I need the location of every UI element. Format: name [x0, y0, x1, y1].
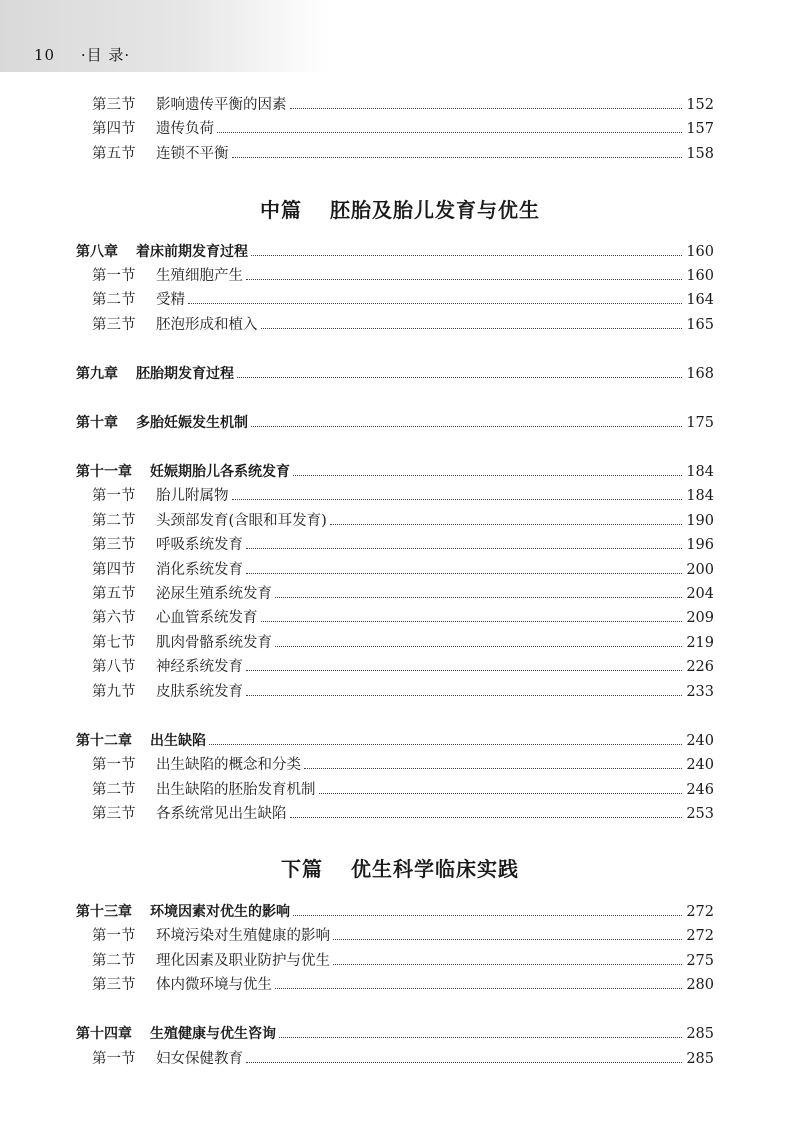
dot-leader	[290, 816, 683, 818]
dot-leader	[232, 156, 683, 158]
part-heading-lower	[0, 853, 800, 882]
toc-section-row[interactable]	[0, 630, 800, 652]
dot-leader	[333, 963, 682, 965]
dot-leader	[246, 1061, 682, 1063]
running-header	[34, 44, 130, 65]
chapter-number: 第十一章	[76, 464, 132, 480]
dot-leader	[275, 987, 682, 989]
dot-leader	[304, 767, 682, 769]
section-title: 影响遗传平衡的因素	[156, 97, 287, 113]
dot-leader	[261, 327, 683, 329]
section-title: 各系统常见出生缺陷	[156, 806, 287, 822]
section-title: 呼吸系统发育	[156, 537, 243, 553]
chapter-title: 多胎妊娠发生机制	[136, 415, 248, 431]
toc-section-row[interactable]	[0, 948, 800, 970]
page-ref: 196	[686, 537, 714, 553]
toc-section-row[interactable]	[0, 92, 800, 114]
part-title: 优生科学临床实践	[350, 857, 519, 881]
page-ref: 184	[686, 464, 714, 480]
chapter-number: 第十章	[76, 415, 118, 431]
chapter-title: 胚胎期发育过程	[136, 366, 234, 382]
chapter-title: 着床前期发育过程	[136, 244, 248, 260]
section-number: 第三节	[92, 317, 136, 333]
toc-section-row[interactable]	[0, 801, 800, 823]
chapter-number: 第十三章	[76, 904, 132, 920]
chapter-title: 环境因素对优生的影响	[150, 904, 290, 920]
page-ref: 158	[686, 146, 714, 162]
page-ref: 272	[686, 928, 714, 944]
section-title: 妇女保健教育	[156, 1051, 243, 1067]
section-title: 生殖细胞产生	[156, 268, 243, 284]
dot-leader	[279, 1036, 682, 1038]
page-ref: 219	[686, 635, 714, 651]
toc-section-row[interactable]	[0, 1046, 800, 1068]
toc-section-row[interactable]	[0, 972, 800, 994]
dot-leader	[237, 376, 682, 378]
page-ref: 275	[686, 953, 714, 969]
page-ref: 285	[686, 1026, 714, 1042]
page-number: 10	[34, 46, 56, 64]
page-ref: 240	[686, 733, 714, 749]
page-ref: 190	[686, 513, 714, 529]
section-number: 第三节	[92, 977, 136, 993]
section-title: 胚泡形成和植入	[156, 317, 258, 333]
toc-chapter-row[interactable]	[0, 728, 800, 750]
page-ref: 157	[686, 121, 714, 137]
section-number: 第六节	[92, 610, 136, 626]
toc-section-row[interactable]	[0, 557, 800, 579]
dot-leader	[333, 938, 682, 940]
toc-section-row[interactable]	[0, 141, 800, 163]
section-title: 体内微环境与优生	[156, 977, 272, 993]
page-ref: 233	[686, 684, 714, 700]
part-heading-middle	[0, 194, 800, 223]
section-title: 受精	[156, 292, 185, 308]
dot-leader	[251, 425, 682, 427]
section-number: 第五节	[92, 146, 136, 162]
dot-leader	[275, 596, 682, 598]
toc-chapter-row[interactable]	[0, 459, 800, 481]
chapter-number: 第十二章	[76, 733, 132, 749]
toc-chapter-row[interactable]	[0, 361, 800, 383]
page-ref: 160	[686, 244, 714, 260]
page-ref: 164	[686, 292, 714, 308]
section-title: 出生缺陷的胚胎发育机制	[156, 782, 316, 798]
dot-leader	[261, 620, 683, 622]
section-title: 头颈部发育(含眼和耳发育)	[156, 513, 327, 529]
section-number: 第二节	[92, 953, 136, 969]
page-ref: 152	[686, 97, 714, 113]
dot-leader	[293, 474, 682, 476]
toc-section-row[interactable]	[0, 483, 800, 505]
dot-leader	[232, 498, 683, 500]
section-title: 连锁不平衡	[156, 146, 229, 162]
toc-section-row[interactable]	[0, 508, 800, 530]
toc-section-row[interactable]	[0, 777, 800, 799]
page-ref: 184	[686, 488, 714, 504]
toc-section-row[interactable]	[0, 752, 800, 774]
section-number: 第八节	[92, 659, 136, 675]
section-title: 皮肤系统发育	[156, 684, 243, 700]
page-ref: 168	[686, 366, 714, 382]
section-title: 心血管系统发育	[156, 610, 258, 626]
section-number: 第一节	[92, 1051, 136, 1067]
page-ref: 246	[686, 782, 714, 798]
section-number: 第二节	[92, 292, 136, 308]
page-ref: 160	[686, 268, 714, 284]
section-title: 理化因素及职业防护与优生	[156, 953, 330, 969]
section-number: 第一节	[92, 488, 136, 504]
section-title: 胎儿附属物	[156, 488, 229, 504]
page-ref: 200	[686, 562, 714, 578]
dot-leader	[251, 254, 682, 256]
dot-leader	[290, 107, 683, 109]
dot-leader	[330, 523, 682, 525]
toc-section-row[interactable]	[0, 679, 800, 701]
chapter-number: 第八章	[76, 244, 118, 260]
toc-section-row[interactable]	[0, 923, 800, 945]
section-number: 第九节	[92, 684, 136, 700]
section-number: 第四节	[92, 562, 136, 578]
toc-section-row[interactable]	[0, 263, 800, 285]
toc-section-row[interactable]	[0, 287, 800, 309]
section-title: 环境污染对生殖健康的影响	[156, 928, 330, 944]
part-label: 下篇	[281, 857, 324, 881]
toc-section-row[interactable]	[0, 654, 800, 676]
chapter-title: 出生缺陷	[150, 733, 206, 749]
section-number: 第三节	[92, 97, 136, 113]
section-number: 第一节	[92, 928, 136, 944]
page-ref: 272	[686, 904, 714, 920]
chapter-number: 第九章	[76, 366, 118, 382]
part-label: 中篇	[260, 198, 303, 222]
page-ref: 253	[686, 806, 714, 822]
page-ref: 165	[686, 317, 714, 333]
dot-leader	[275, 645, 682, 647]
dot-leader	[246, 669, 682, 671]
toc-section-row[interactable]	[0, 312, 800, 334]
toc-section-row[interactable]	[0, 581, 800, 603]
page-ref: 226	[686, 659, 714, 675]
toc-section-row[interactable]	[0, 532, 800, 554]
chapter-title: 妊娠期胎儿各系统发育	[150, 464, 290, 480]
section-number: 第七节	[92, 635, 136, 651]
dot-leader	[319, 792, 683, 794]
page-ref: 240	[686, 757, 714, 773]
dot-leader	[293, 914, 682, 916]
part-title: 胚胎及胎儿发育与优生	[329, 198, 540, 222]
page-ref: 280	[686, 977, 714, 993]
section-number: 第二节	[92, 513, 136, 529]
dot-leader	[246, 547, 682, 549]
toc-chapter-row[interactable]	[0, 410, 800, 432]
section-number: 第二节	[92, 782, 136, 798]
dot-leader	[246, 694, 682, 696]
toc-section-row[interactable]	[0, 116, 800, 138]
toc-chapter-row[interactable]	[0, 899, 800, 921]
dot-leader	[217, 131, 682, 133]
dot-leader	[246, 572, 682, 574]
dot-leader	[209, 743, 682, 745]
section-number: 第五节	[92, 586, 136, 602]
header-section-title: ·目 录·	[80, 46, 131, 64]
section-title: 神经系统发育	[156, 659, 243, 675]
section-number: 第三节	[92, 806, 136, 822]
chapter-title: 生殖健康与优生咨询	[150, 1026, 276, 1042]
page-ref: 285	[686, 1051, 714, 1067]
section-title: 泌尿生殖系统发育	[156, 586, 272, 602]
dot-leader	[188, 302, 682, 304]
toc-section-row[interactable]	[0, 605, 800, 627]
section-title: 遗传负荷	[156, 121, 214, 137]
page-ref: 175	[686, 415, 714, 431]
chapter-number: 第十四章	[76, 1026, 132, 1042]
section-title: 消化系统发育	[156, 562, 243, 578]
section-title: 出生缺陷的概念和分类	[156, 757, 301, 773]
section-number: 第一节	[92, 757, 136, 773]
page-ref: 204	[686, 586, 714, 602]
section-number: 第一节	[92, 268, 136, 284]
page-ref: 209	[686, 610, 714, 626]
section-number: 第三节	[92, 537, 136, 553]
section-title: 肌肉骨骼系统发育	[156, 635, 272, 651]
dot-leader	[246, 278, 682, 280]
section-number: 第四节	[92, 121, 136, 137]
toc-chapter-row[interactable]	[0, 1021, 800, 1043]
toc-chapter-row[interactable]	[0, 239, 800, 261]
